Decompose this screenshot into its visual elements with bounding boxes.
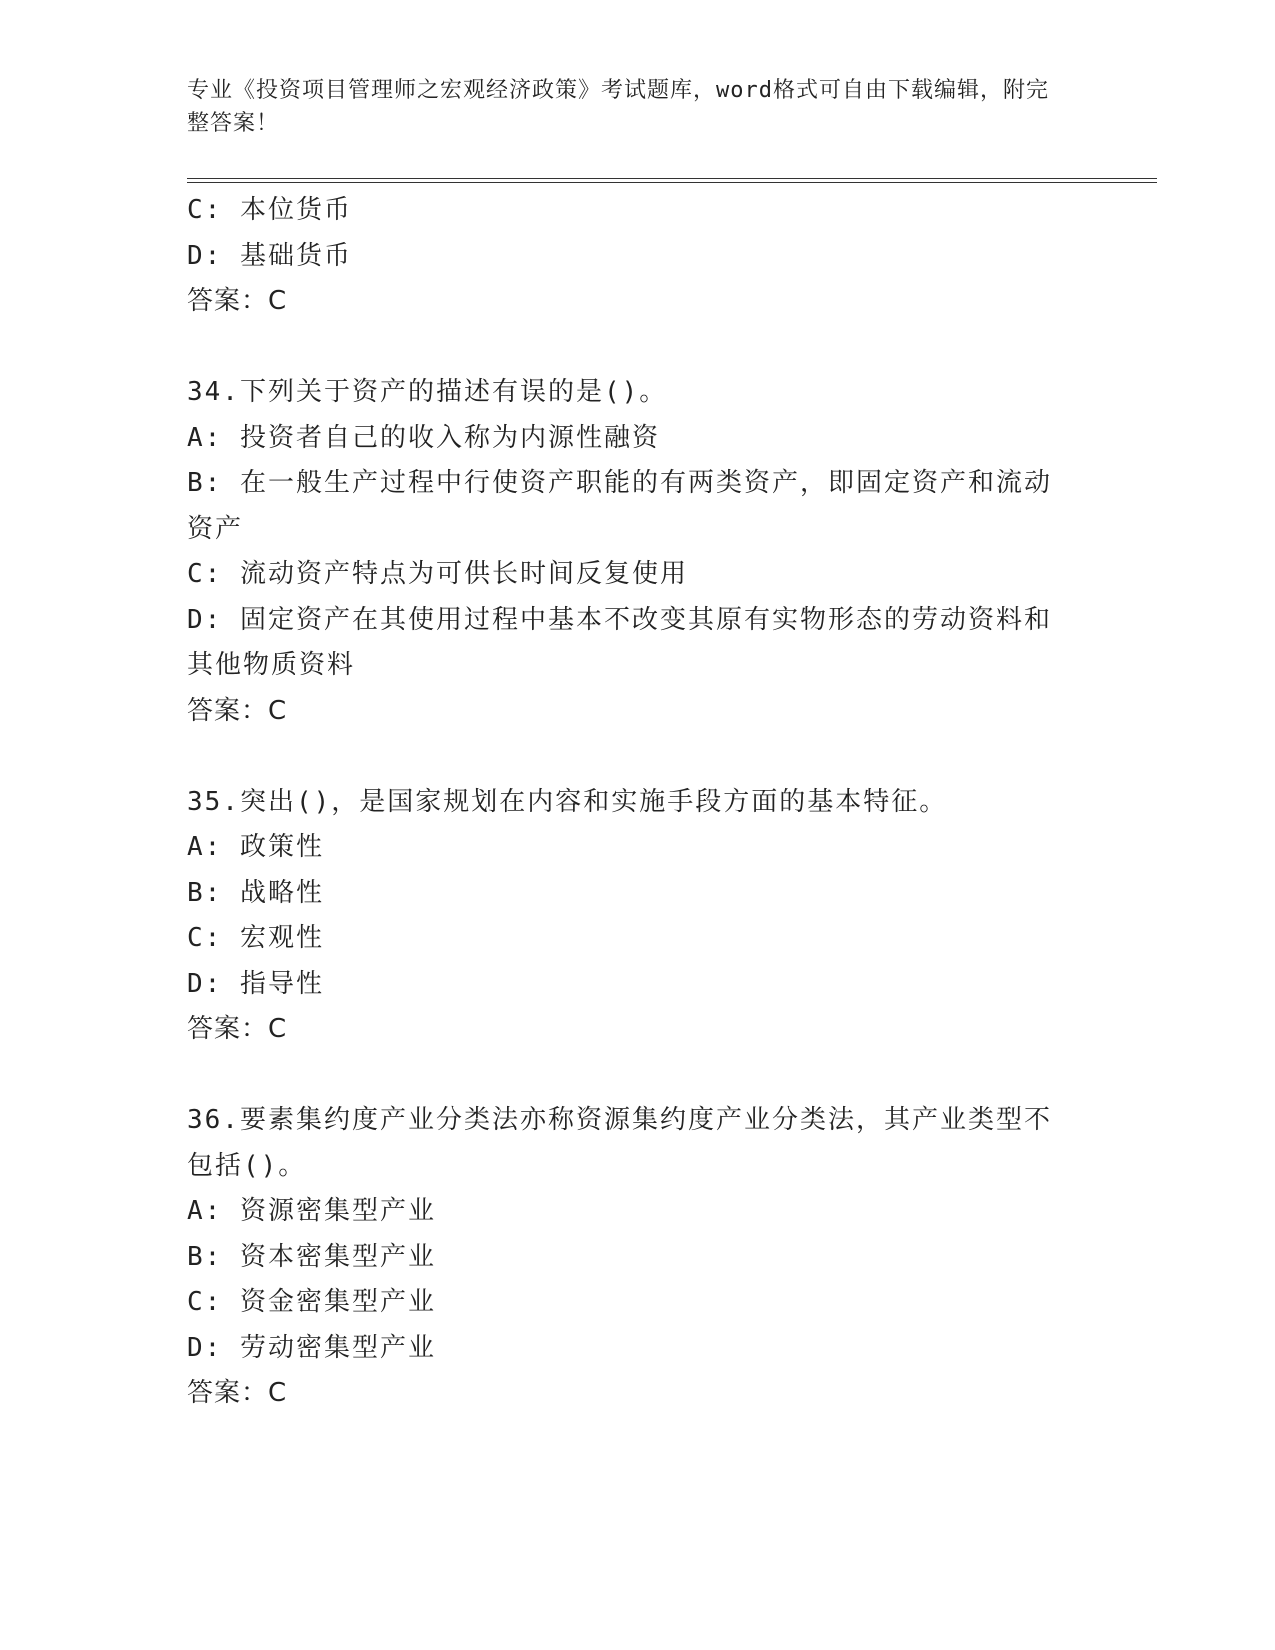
option-d: D: 基础货币 bbox=[187, 240, 352, 271]
document-page bbox=[187, 0, 1157, 1650]
option-c: C: 宏观性 bbox=[187, 923, 324, 953]
option-a: A: 政策性 bbox=[187, 832, 324, 862]
question-stem: 35.突出()，是国家规划在内容和实施手段方面的基本特征。 bbox=[187, 786, 948, 817]
spacer bbox=[187, 1053, 1067, 1099]
option-b: B: 战略性 bbox=[187, 877, 324, 908]
question-block-34 bbox=[187, 370, 1067, 734]
question-block-36 bbox=[187, 1098, 1067, 1417]
option-d: D: 指导性 bbox=[187, 968, 324, 999]
option-a: A: 投资者自己的收入称为内源性融资 bbox=[187, 422, 660, 453]
option-d: D: 劳动密集型产业 bbox=[187, 1332, 436, 1363]
option-d: D: 固定资产在其使用过程中基本不改变其原有实物形态的劳动资料和其他物质资料 bbox=[187, 604, 1052, 680]
answer-label: 答案：C bbox=[187, 1014, 288, 1044]
document-header: 专业《投资项目管理师之宏观经济政策》考试题库，word格式可自由下载编辑，附完整答案！ bbox=[187, 78, 1049, 136]
option-a: A: 资源密集型产业 bbox=[187, 1196, 436, 1226]
question-block-35 bbox=[187, 780, 1067, 1053]
option-c: C: 资金密集型产业 bbox=[187, 1287, 436, 1317]
spacer bbox=[187, 325, 1067, 371]
question-stem: 34.下列关于资产的描述有误的是()。 bbox=[187, 377, 668, 407]
option-c: C: 本位货币 bbox=[187, 195, 352, 225]
header-double-rule bbox=[187, 178, 1157, 183]
question-list bbox=[187, 188, 1067, 1417]
option-b: B: 资本密集型产业 bbox=[187, 1241, 436, 1272]
answer-label: 答案：C bbox=[187, 1378, 288, 1408]
option-c: C: 流动资产特点为可供长时间反复使用 bbox=[187, 559, 688, 589]
spacer bbox=[187, 734, 1067, 780]
question-block-prev bbox=[187, 188, 1067, 325]
answer-label: 答案：C bbox=[187, 286, 288, 316]
question-stem: 36.要素集约度产业分类法亦称资源集约度产业分类法，其产业类型不包括()。 bbox=[187, 1105, 1052, 1181]
answer-label: 答案：C bbox=[187, 695, 288, 726]
option-b: B: 在一般生产过程中行使资产职能的有两类资产，即固定资产和流动资产 bbox=[187, 468, 1052, 544]
